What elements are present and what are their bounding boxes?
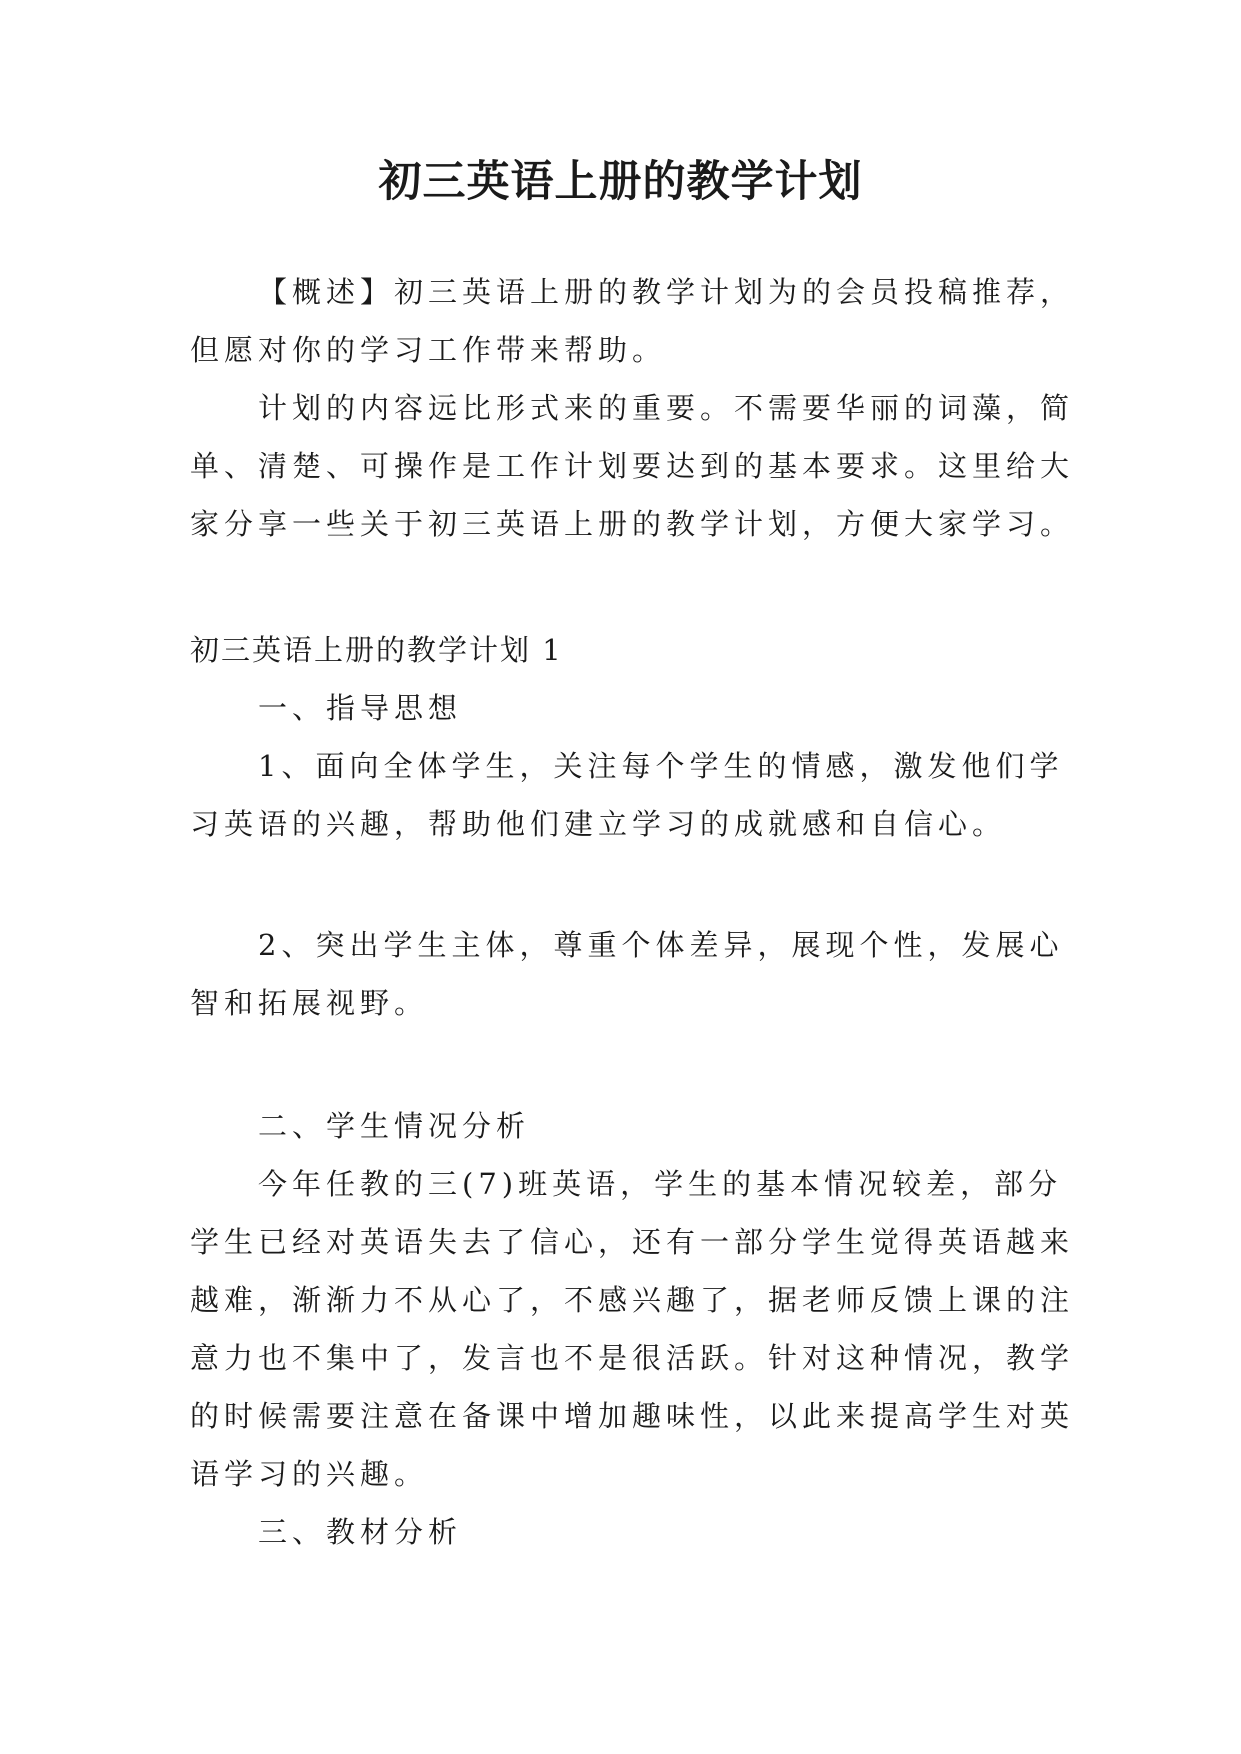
point-1-paragraph [190,737,1064,853]
heading-text: 一、指导思想 [258,691,463,725]
section-title [190,621,1060,679]
point-line: 习英语的兴趣，帮助他们建立学习的成就感和自信心。 [190,807,1007,841]
section-title-text: 初三英语上册的教学计划 1 [190,633,563,667]
summary-paragraph [190,263,1075,379]
document-title: 初三英语上册的教学计划 [378,157,863,207]
intro-line: 单、清楚、可操作是工作计划要达到的基本要求。这里给大 [190,449,1075,483]
analysis-line: 的时候需要注意在备课中增加趣味性，以此来提高学生对英 [190,1399,1075,1433]
analysis-paragraph [190,1155,1075,1503]
heading-student-analysis [190,1097,1060,1155]
summary-line: 但愿对你的学习工作带来帮助。 [190,333,667,367]
summary-line: 【概述】初三英语上册的教学计划为的会员投稿推荐， [258,275,1075,309]
point-2-paragraph [190,916,1064,1032]
point-line: 智和拓展视野。 [190,986,429,1020]
analysis-line: 意力也不集中了，发言也不是很活跃。针对这种情况，教学 [190,1341,1075,1375]
analysis-line: 越难，渐渐力不从心了，不感兴趣了，据老师反馈上课的注 [190,1283,1075,1317]
analysis-line: 语学习的兴趣。 [190,1457,429,1491]
heading-guiding-thought [190,679,1060,737]
analysis-line: 学生已经对英语失去了信心，还有一部分学生觉得英语越来 [190,1225,1075,1259]
intro-paragraph [190,379,1075,553]
analysis-line: 今年任教的三(7)班英语，学生的基本情况较差，部分 [258,1167,1063,1201]
intro-line: 计划的内容远比形式来的重要。不需要华丽的词藻，简 [258,391,1075,425]
point-line: 1、面向全体学生，关注每个学生的情感，激发他们学 [258,749,1064,783]
heading-text: 二、学生情况分析 [258,1109,531,1143]
heading-text: 三、教材分析 [258,1515,463,1549]
heading-textbook-analysis [190,1503,1060,1561]
intro-line: 家分享一些关于初三英语上册的教学计划，方便大家学习。 [190,507,1075,541]
point-line: 2、突出学生主体，尊重个体差异，展现个性，发展心 [258,928,1064,962]
